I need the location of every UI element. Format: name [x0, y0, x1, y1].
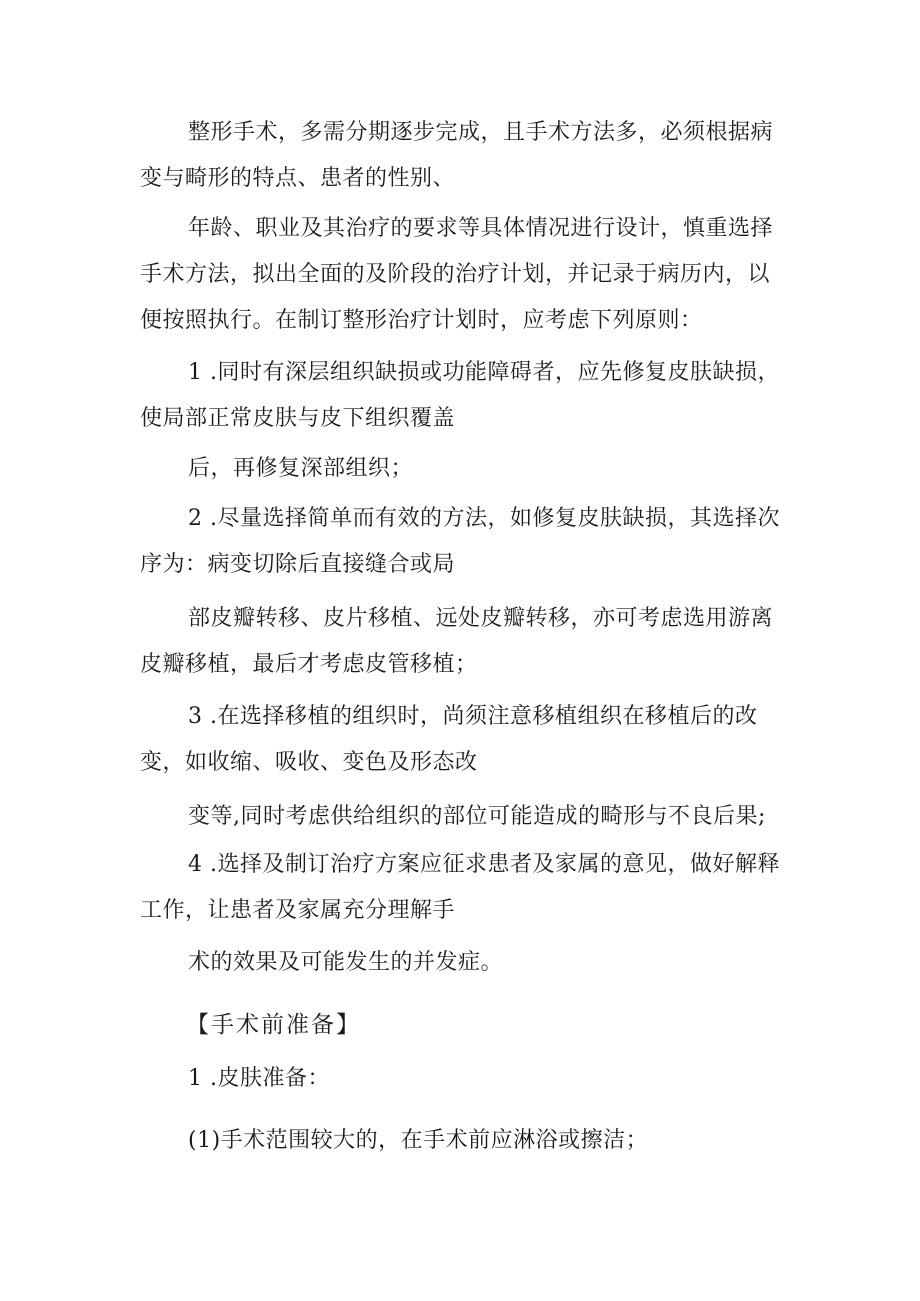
paragraph-intro: 整形手术，多需分期逐步完成，且手术方法多，必须根据病变与畸形的特点、患者的性别、	[140, 120, 774, 191]
sub-item-bathing: (1)手术范围较大的，在手术前应淋浴或擦洁；	[188, 1128, 649, 1153]
paragraph-principle-2-cont: 部皮瓣转移、皮片移植、远处皮瓣转移，亦可考虑选用游离皮瓣移植，最后才考虑皮管移植；	[140, 606, 774, 677]
paragraph-principle-4: 4 .选择及制订治疗方案应征求患者及家属的意见，做好解释工作，让患者及家属充分理解手	[140, 852, 780, 923]
paragraph-principle-4-cont: 术的效果及可能发生的并发症。	[188, 950, 504, 975]
paragraph-principle-2: 2 .尽量选择简单而有效的方法，如修复皮肤缺损，其选择次序为：病变切除后直接缝合或局	[140, 506, 780, 577]
section-heading: 【手术前准备】	[186, 1012, 361, 1038]
paragraph-principle-1: 1 .同时有深层组织缺损或功能障碍者，应先修复皮肤缺损，使局部正常皮肤与皮下组织覆盖	[140, 360, 780, 431]
sub-item-skin-prep: 1 .皮肤准备：	[188, 1066, 330, 1091]
paragraph-principle-1-cont: 后，再修复深部组织；	[188, 456, 414, 481]
paragraph-design: 年龄、职业及其治疗的要求等具体情况进行设计，慎重选择手术方法，拟出全面的及阶段的治疗计划，并记录于病历内，以便按照执行。在制订整形治疗计划时，应考虑下列原则：	[140, 216, 774, 333]
paragraph-principle-3-cont: 变等,同时考虑供给组织的部位可能造成的畸形与不良后果;	[188, 804, 766, 829]
paragraph-principle-3: 3 .在选择移植的组织时，尚须注意移植组织在移植后的改变，如收缩、吸收、变色及形态改	[140, 704, 758, 775]
